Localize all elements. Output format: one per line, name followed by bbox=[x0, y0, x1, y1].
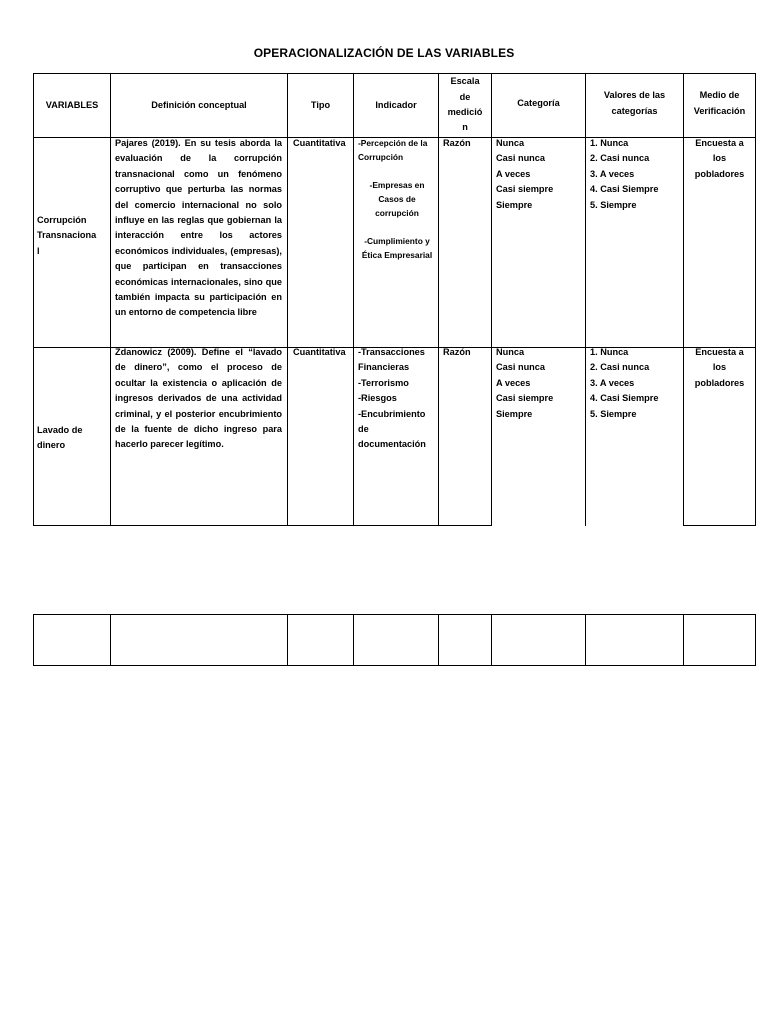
row1-valores-item: 3. A veces bbox=[590, 168, 635, 179]
header-indicador bbox=[354, 74, 438, 137]
row2-medio-line: Encuesta a bbox=[695, 347, 744, 357]
empty-row-bottom bbox=[33, 665, 756, 666]
row1-categoria-item: Casi siempre bbox=[496, 184, 554, 195]
col-line bbox=[287, 73, 288, 526]
header-indicador-label: Indicador bbox=[375, 99, 417, 110]
empty-col-line bbox=[110, 614, 111, 666]
row2-valores-item: 4. Casi Siempre bbox=[590, 393, 659, 404]
row1-escala: Razón bbox=[443, 138, 471, 148]
row1-categoria bbox=[496, 136, 584, 213]
empty-col-line bbox=[491, 614, 492, 666]
col-line bbox=[755, 73, 756, 526]
col-line bbox=[353, 73, 354, 526]
empty-col-line bbox=[353, 614, 354, 666]
row1-variable-line: l bbox=[37, 245, 40, 256]
header-variables-label: VARIABLES bbox=[45, 99, 99, 110]
row2-medio-line: los bbox=[712, 362, 727, 373]
header-escala-line: medició bbox=[447, 107, 483, 117]
row2-indicador-line: Financieras bbox=[358, 362, 410, 373]
header-escala-line: Escala bbox=[450, 76, 480, 87]
col-line bbox=[438, 73, 439, 526]
row2-tipo: Cuantitativa bbox=[293, 347, 346, 357]
row2-variable-line: dinero bbox=[37, 440, 66, 451]
header-escala bbox=[439, 72, 491, 138]
table-border-bottom bbox=[33, 525, 491, 526]
row1-indicador-line: Corrupción bbox=[358, 152, 404, 162]
empty-col-line bbox=[683, 614, 684, 666]
row2-categoria bbox=[496, 345, 584, 422]
empty-col-line bbox=[585, 614, 586, 666]
empty-row-top bbox=[33, 614, 756, 615]
row2-valores bbox=[590, 345, 682, 422]
row1-valores-item: 2. Casi nunca bbox=[590, 153, 650, 164]
row1-valores-item: 5. Siempre bbox=[590, 199, 637, 210]
col-line bbox=[585, 73, 586, 526]
row1-indicador-spacer bbox=[358, 164, 436, 178]
row2-valores-item: 5. Siempre bbox=[590, 408, 637, 419]
row1-categoria-item: A veces bbox=[496, 168, 531, 179]
row1-indicador-line: Casos de bbox=[378, 194, 416, 204]
header-categoria-label: Categoría bbox=[517, 97, 560, 108]
row1-variable-line: Corrupción bbox=[37, 215, 87, 225]
page-title: OPERACIONALIZACIÓN DE LAS VARIABLES bbox=[253, 46, 515, 60]
row1-indicador bbox=[358, 136, 436, 262]
empty-col-line bbox=[287, 614, 288, 666]
row2-medio-line: pobladores bbox=[694, 377, 745, 388]
row2-variable-line: Lavado de bbox=[37, 425, 83, 435]
row1-indicador-line: corrupción bbox=[375, 208, 419, 218]
row1-variable bbox=[37, 213, 109, 259]
header-medio-line: Verificación bbox=[693, 105, 746, 116]
row2-valores-item: 2. Casi nunca bbox=[590, 362, 650, 373]
header-valores bbox=[586, 74, 683, 133]
row2-categoria-item: Casi siempre bbox=[496, 393, 554, 404]
col-line bbox=[491, 73, 492, 526]
row2-indicador-line: de bbox=[358, 424, 369, 435]
row1-categoria-item: Nunca bbox=[496, 138, 525, 148]
row1-medio bbox=[684, 136, 755, 182]
row2-categoria-item: Casi nunca bbox=[496, 362, 546, 373]
header-definicion-label: Definición conceptual bbox=[151, 99, 247, 110]
header-variables bbox=[34, 74, 110, 137]
row1-indicador-line: -Percepción de la bbox=[358, 138, 428, 148]
empty-col-line bbox=[755, 614, 756, 666]
row2-indicador bbox=[358, 345, 438, 453]
row1-valores bbox=[590, 136, 682, 213]
row1-indicador-line: -Cumplimiento y bbox=[364, 236, 430, 246]
header-valores-line: Valores de las bbox=[603, 90, 666, 101]
row2-valores-item: 3. A veces bbox=[590, 377, 635, 388]
row2-categoria-item: Siempre bbox=[496, 408, 533, 419]
header-valores-line: categorías bbox=[611, 105, 658, 116]
row1-variable-line: Transnaciona bbox=[37, 230, 97, 241]
row1-indicador-line: Ética Empresarial bbox=[361, 250, 433, 260]
row1-valores-item: 1. Nunca bbox=[590, 138, 629, 148]
col-line bbox=[110, 73, 111, 526]
row2-escala: Razón bbox=[443, 347, 471, 357]
row2-valores-item: 1. Nunca bbox=[590, 347, 629, 357]
row2-medio bbox=[684, 345, 755, 391]
row2-categoria-item: A veces bbox=[496, 377, 531, 388]
empty-col-line bbox=[438, 614, 439, 666]
row1-valores-item: 4. Casi Siempre bbox=[590, 184, 659, 195]
row2-indicador-line: -Transacciones bbox=[358, 347, 425, 357]
table-border-bottom-right bbox=[683, 525, 756, 526]
row2-indicador-line: -Encubrimiento bbox=[358, 408, 426, 419]
header-tipo-label: Tipo bbox=[310, 99, 331, 110]
row2-variable bbox=[37, 423, 109, 454]
header-medio bbox=[684, 74, 755, 133]
row2-indicador-line: -Terrorismo bbox=[358, 377, 409, 388]
header-tipo bbox=[288, 74, 353, 137]
row1-definicion: Pajares (2019). En su tesis aborda la evaluación de la corrupción transnacional como un fenómeno corruptivo que perturba las normas del comercio internacional no solo influye en las reglas que gobiernan la interacción entre los actores económicos individuales, (empresas), que participan en transacciones económicas internacionales, sino que también impacta su participación en un entorno de competencia libre bbox=[115, 138, 282, 318]
header-escala-line: de bbox=[459, 91, 471, 102]
header-medio-line: Medio de bbox=[699, 90, 740, 101]
row1-medio-line: los bbox=[712, 153, 727, 164]
row1-categoria-item: Casi nunca bbox=[496, 153, 546, 164]
row1-indicador-spacer bbox=[358, 220, 436, 234]
row2-definicion: Zdanowicz (2009). Define el “lavado de dinero”, como el proceso de ocultar la existencia o aplicación de ingresos derivados de una actividad criminal, y el posterior encubrimiento de la fuente de dicho ingreso para hacerlo parecer legítimo. bbox=[115, 347, 282, 450]
row1-tipo: Cuantitativa bbox=[293, 138, 346, 148]
row2-indicador-line: -Riesgos bbox=[358, 393, 397, 404]
row1-medio-line: pobladores bbox=[694, 168, 745, 179]
row2-indicador-line: documentación bbox=[358, 439, 426, 450]
row2-categoria-item: Nunca bbox=[496, 347, 525, 357]
row1-medio-line: Encuesta a bbox=[695, 138, 744, 148]
header-categoria bbox=[492, 74, 585, 133]
col-line bbox=[33, 73, 34, 526]
row1-indicador-line: -Empresas en bbox=[369, 180, 425, 190]
empty-col-line bbox=[33, 614, 34, 666]
header-definicion bbox=[111, 74, 287, 137]
header-escala-line: n bbox=[462, 122, 468, 133]
row1-categoria-item: Siempre bbox=[496, 199, 533, 210]
